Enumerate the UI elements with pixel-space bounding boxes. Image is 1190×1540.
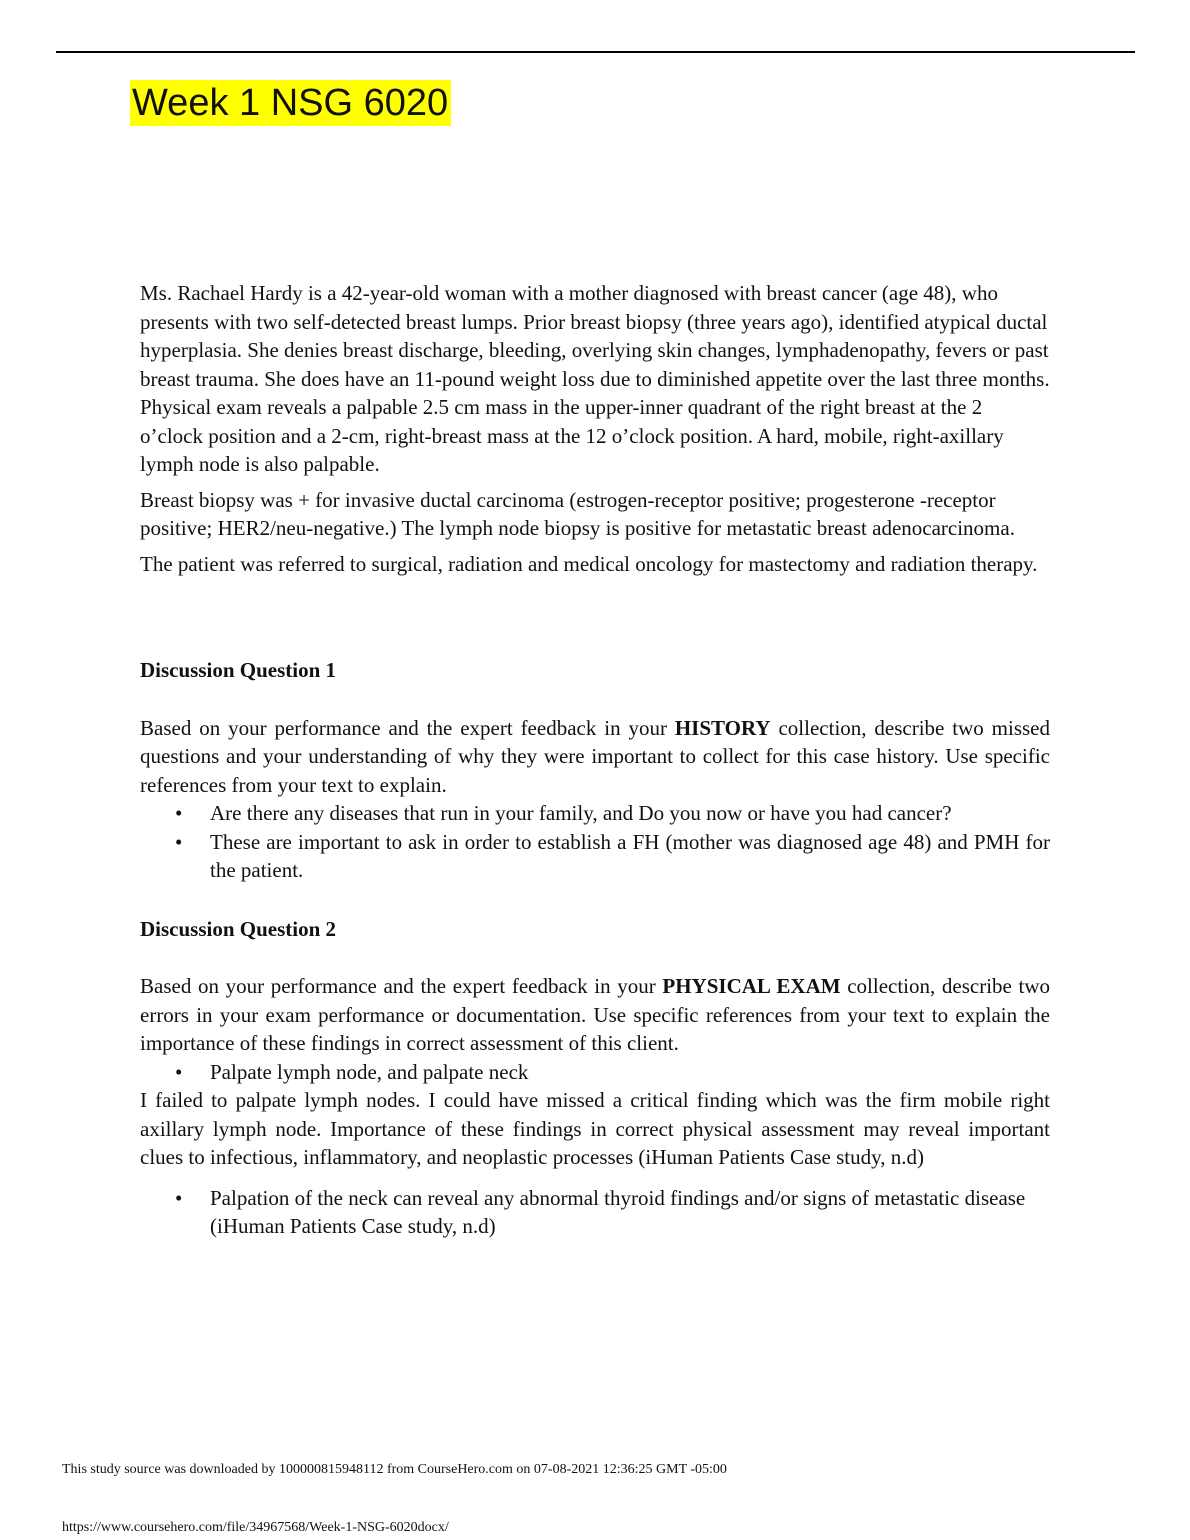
list-item	[175, 828, 1050, 885]
discussion-question-2-heading: Discussion Question 2	[140, 916, 337, 941]
list-item	[175, 799, 1050, 828]
case-paragraph-1: Ms. Rachael Hardy is a 42-year-old woman with a mother diagnosed with breast cancer (age 48), who presents with two self-detected breast lumps. Prior breast biopsy (three years ago), identified atypical ductal hyperplasia. She denies breast discharge, bleeding, overlying skin changes, lymphadenopathy, fevers or past breast trauma. She does have an 11-pound weight loss due to diminished appetite over the last three months. Physical exam reveals a palpable 2.5 cm mass in the upper-inner quadrant of the right breast at the 2 o’clock position and a 2-cm, right-breast mass at the 12 o’clock position. A hard, mobile, right-axillary lymph node is also palpable.	[140, 281, 1050, 476]
prompt-text: collection, describe two missed questions and your understanding of why they were important to collect for this case history. Use specific references from your text to explain.	[140, 715, 1050, 797]
discussion-question-2-bullets-a	[140, 1058, 1050, 1087]
document-title: Week 1 NSG 6020	[130, 80, 451, 126]
list-item	[175, 1184, 1050, 1241]
list-item-text: Palpation of the neck can reveal any abnormal thyroid findings and/or signs of metastatic disease (iHuman Patients Case study, n.d)	[210, 1185, 1026, 1238]
source-footer: This study source was downloaded by 100000815948112 from CourseHero.com on 07-08-2021 12:36:25 GMT -05:00	[62, 1462, 727, 1477]
discussion-question-2-prompt	[140, 972, 1050, 1058]
prompt-text: collection, describe two errors in your exam performance or documentation. Use specific references from your text to explain the importance of these findings in correct assessment of this client.	[140, 974, 1051, 1055]
list-item	[175, 1058, 1050, 1087]
discussion-question-2-bullets-b	[140, 1184, 1050, 1241]
bullet-icon: •	[175, 801, 183, 825]
discussion-question-1-bullets	[140, 799, 1050, 885]
prompt-text: Based on your performance and the expert feedback in your	[140, 715, 675, 740]
list-item-text: These are important to ask in order to establish a FH (mother was diagnosed age 48) and PMH for the patient.	[210, 829, 1050, 882]
bullet-icon: •	[175, 829, 183, 854]
prompt-keyword: PHYSICAL EXAM	[662, 974, 841, 998]
list-item-text: Are there any diseases that run in your family, and Do you now or have you had cancer?	[210, 801, 952, 825]
discussion-question-2-answer: I failed to palpate lymph nodes. I could have missed a critical finding which was the firm mobile right axillary lymph node. Importance of these findings in correct physical assessment may reveal important clues to infectious, inflammatory, and neoplastic processes (iHuman Patients Case study, n.d)	[140, 1088, 1050, 1169]
top-rule	[56, 51, 1135, 53]
list-item-text: Palpate lymph node, and palpate neck	[210, 1059, 529, 1084]
source-url: https://www.coursehero.com/file/34967568/Week-1-NSG-6020docx/	[62, 1520, 449, 1535]
case-paragraph-3: The patient was referred to surgical, radiation and medical oncology for mastectomy and radiation therapy.	[140, 551, 1038, 576]
case-paragraph-2: Breast biopsy was + for invasive ductal carcinoma (estrogen-receptor positive; progesterone -receptor positive; HER2/neu-negative.) The lymph node biopsy is positive for metastatic breast adenocarcinoma.	[140, 487, 1015, 540]
discussion-question-1-prompt	[140, 714, 1050, 800]
bullet-icon: •	[175, 1059, 183, 1084]
discussion-question-1-heading: Discussion Question 1	[140, 658, 337, 682]
prompt-text: Based on your performance and the expert feedback in your	[140, 974, 663, 998]
document-body	[140, 279, 1050, 1241]
bullet-icon: •	[175, 1185, 183, 1210]
prompt-keyword: HISTORY	[674, 715, 771, 740]
